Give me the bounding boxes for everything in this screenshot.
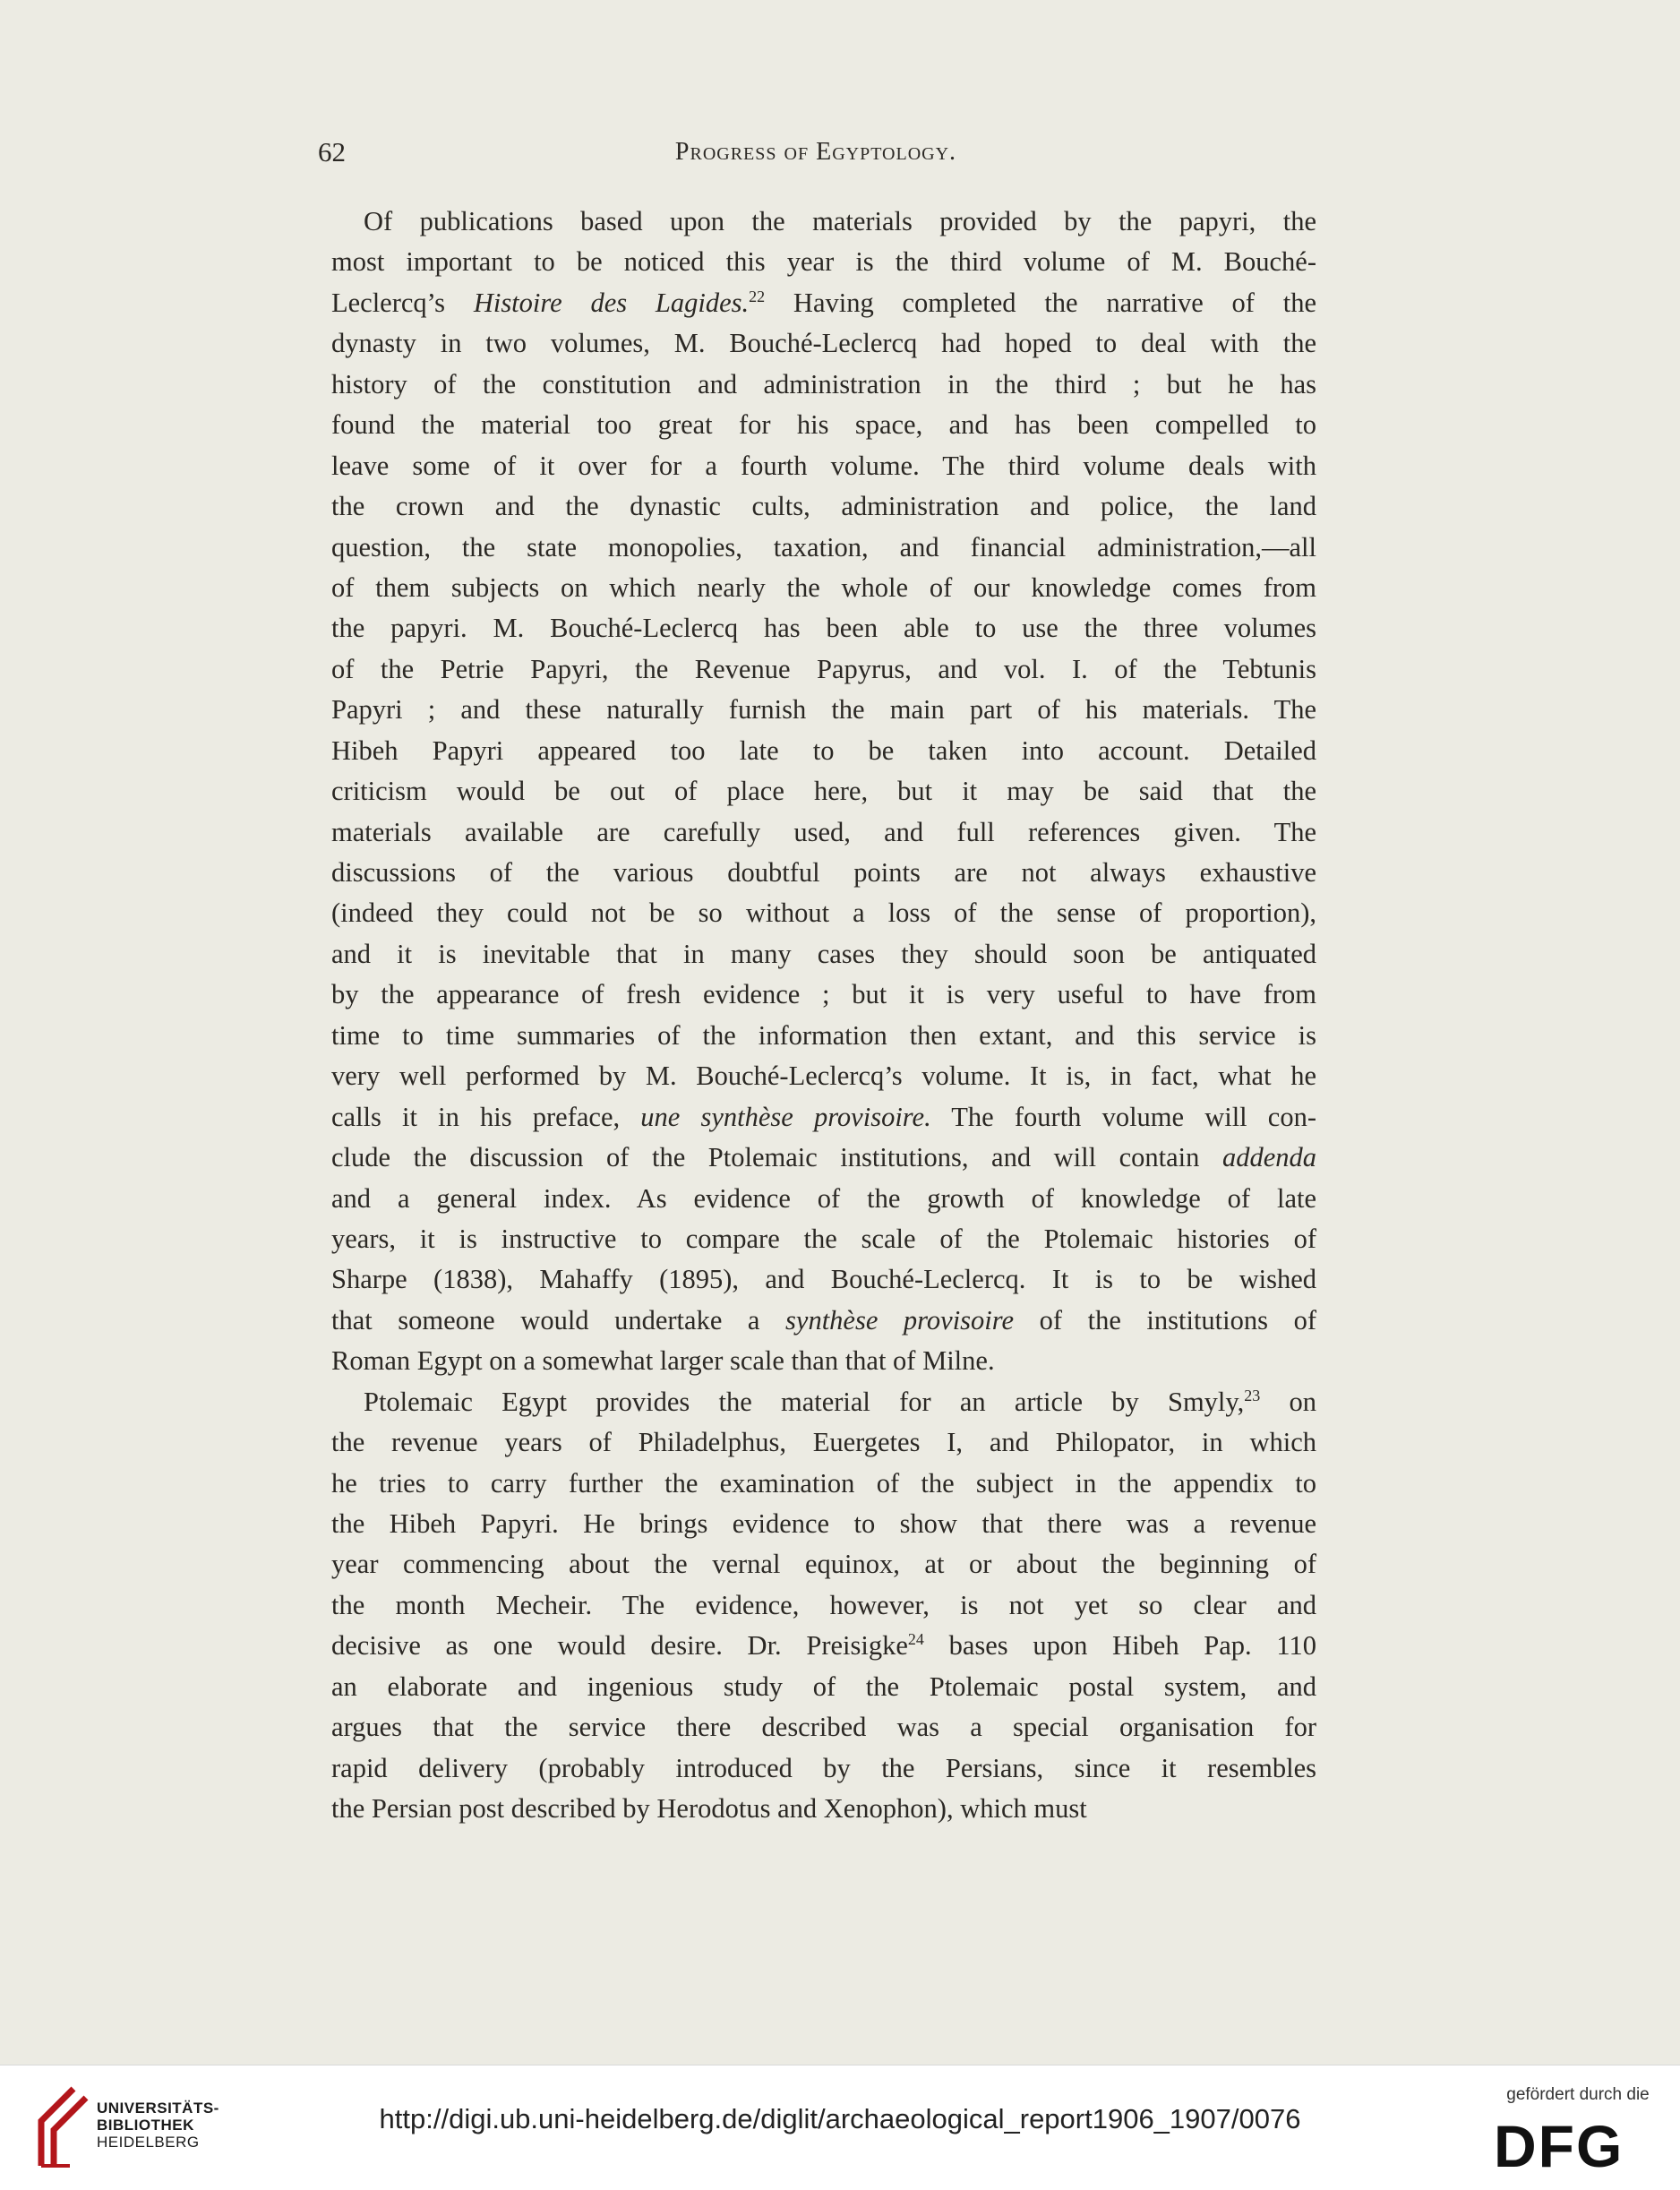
text-line: discussions of the various doubtful points are not always exhaustive: [331, 857, 1316, 888]
text-line: and it is inevitable that in many cases they should soon be antiquated: [331, 938, 1316, 969]
text-line: and a general index. As evidence of the growth of knowledge of late: [331, 1182, 1316, 1214]
text-line: (indeed they could not be so without a loss of the sense of proportion),: [331, 897, 1316, 929]
text-line: the crown and the dynastic cults, administration and police, the land: [331, 491, 1316, 522]
text-line: history of the constitution and administration in the third ; but he has: [331, 368, 1316, 399]
text-line: the Persian post described by Herodotus and Xenophon), which must: [331, 1793, 1087, 1825]
library-name-line: HEIDELBERG: [97, 2134, 200, 2151]
text-line: found the material too great for his space, and has been compelled to: [331, 409, 1316, 441]
dfg-logo: DFG: [1494, 2113, 1624, 2179]
text-line: Hibeh Papyri appeared too late to be taken into account. Detailed: [331, 734, 1316, 766]
text-line: by the appearance of fresh evidence ; but it is very useful to have from: [331, 979, 1316, 1010]
text-line: year commencing about the vernal equinox, at or about the beginning of: [331, 1549, 1316, 1580]
text-line: of them subjects on which nearly the whole of our knowledge comes from: [331, 571, 1316, 603]
text-line: criticism would be out of place here, but it may be said that the: [331, 776, 1316, 807]
text-line: Roman Egypt on a somewhat larger scale than that of Milne.: [331, 1345, 995, 1377]
text-line: dynasty in two volumes, M. Bouché-Leclercq had hoped to deal with the: [331, 328, 1316, 359]
text-line: calls it in his preface, une synthèse provisoire. The fourth volume will con-: [331, 1101, 1317, 1132]
text-line: Sharpe (1838), Mahaffy (1895), and Bouché-Leclercq. It is to be wished: [331, 1264, 1316, 1295]
text-line: the papyri. M. Bouché-Leclercq has been able to use the three volumes: [331, 613, 1316, 644]
text-line: decisive as one would desire. Dr. Preisigke$^{24}$ bases upon Hibeh Pap. 110: [331, 1630, 1316, 1662]
library-name-line: BIBLIOTHEK: [97, 2117, 194, 2134]
page-number: 62: [318, 136, 346, 167]
text-line: Of publications based upon the materials provided by the papyri, the: [364, 206, 1316, 236]
paragraph: [331, 1382, 1316, 1830]
text-line: an elaborate and ingenious study of the Ptolemaic postal system, and: [331, 1670, 1316, 1702]
text-line: materials available are carefully used, and full references given. The: [331, 816, 1316, 847]
text-line: Leclercq’s Histoire des Lagides.$^{22}$ Having completed the narrative of the: [331, 287, 1317, 318]
text-line: very well performed by M. Bouché-Leclercq’s volume. It is, in fact, what he: [331, 1061, 1316, 1092]
text-line: time to time summaries of the information then extant, and this service is: [331, 1019, 1316, 1051]
paragraph: [331, 202, 1316, 1382]
body-text: [331, 202, 1316, 1830]
text-line: Papyri ; and these naturally furnish the main part of his materials. The: [331, 694, 1316, 726]
viewer-footer: [0, 2065, 1680, 2190]
text-line: rapid delivery (probably introduced by the Persians, since it resembles: [331, 1752, 1316, 1783]
text-line: the Hibeh Papyri. He brings evidence to show that there was a revenue: [331, 1508, 1316, 1539]
page-header: [318, 134, 1314, 170]
text-line: that someone would undertake a synthèse provisoire of the institutions of: [331, 1304, 1316, 1335]
text-line: of the Petrie Papyri, the Revenue Papyrus, and vol. I. of the Tebtunis: [331, 653, 1316, 684]
running-head: Progress of Egyptology.: [674, 138, 957, 166]
library-name-line: UNIVERSITÄTS-: [97, 2100, 219, 2117]
text-line: most important to be noticed this year is the third volume of M. Bouché-: [331, 246, 1316, 278]
text-line: the month Mecheir. The evidence, however, is not yet so clear and: [331, 1589, 1316, 1620]
text-line: question, the state monopolies, taxation, and financial administration,—all: [331, 531, 1316, 563]
text-line: Ptolemaic Egypt provides the material for an article by Smyly,$^{23}$ on: [364, 1386, 1317, 1417]
text-line: years, it is instructive to compare the scale of the Ptolemaic histories of: [331, 1223, 1316, 1254]
sponsor-caption: gefördert durch die: [1506, 2085, 1650, 2104]
text-line: clude the discussion of the Ptolemaic institutions, and will contain addenda: [331, 1142, 1316, 1173]
text-line: he tries to carry further the examination of the subject in the appendix to: [331, 1467, 1316, 1499]
text-line: the revenue years of Philadelphus, Euergetes I, and Philopator, in which: [331, 1427, 1316, 1458]
permalink-url[interactable]: http://digi.ub.uni-heidelberg.de/diglit/archaeological_report1906_1907/0076: [379, 2103, 1301, 2134]
text-line: leave some of it over for a fourth volume. The third volume deals with: [331, 450, 1316, 481]
text-line: argues that the service there described was a special organisation for: [331, 1712, 1316, 1743]
